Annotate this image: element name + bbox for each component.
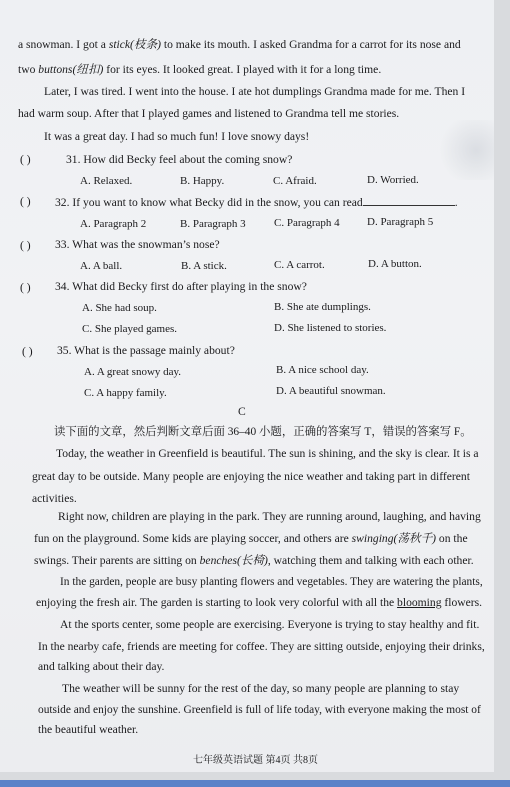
page-footer: 七年级英语试题 第4页 共8页: [193, 755, 318, 766]
q33-option-d: D. A button.: [368, 258, 422, 270]
c-line-1: Today, the weather in Greenfield is beautiful. The sun is shining, and the sky is clear. It is a: [56, 447, 479, 460]
c-line-9: At the sports center, some people are exercising. Everyone is trying to stay healthy and fit.: [60, 618, 480, 631]
answer-blank-34[interactable]: ( ): [20, 281, 31, 294]
q31-option-a: A. Relaxed.: [80, 175, 133, 187]
answer-blank-32[interactable]: ( ): [20, 195, 31, 208]
c-line-7: In the garden, people are busy planting flowers and vegetables. They are watering the plants,: [60, 576, 483, 588]
q31-option-b: B. Happy.: [180, 175, 225, 187]
answer-blank-35[interactable]: ( ): [22, 345, 33, 358]
c-line-10: In the nearby cafe, friends are meeting for coffee. They are sitting outside, enjoying their drinks,: [38, 640, 485, 653]
passage-line-5: It was a great day. I had so much fun! I love snowy days!: [44, 130, 310, 143]
fill-blank-line: [363, 195, 455, 206]
c-line-13: outside and enjoy the sunshine. Greenfield is full of life today, with everyone making the most of: [38, 704, 481, 716]
question-34: 34. What did Becky first do after playing in the snow?: [55, 280, 307, 293]
q33-option-a: A. A ball.: [80, 260, 123, 272]
paper-shadow: [434, 120, 494, 180]
c-line-2: great day to be outside. Many people are enjoying the nice weather and taking part in different: [32, 470, 470, 483]
gloss-benches: benches(长椅): [199, 554, 268, 567]
gloss-buttons: buttons(纽扣): [38, 63, 104, 76]
c-line-5: fun on the playground. Some kids are playing soccer, and others are swinging(荡秋千) on the: [34, 532, 468, 545]
question-35: 35. What is the passage mainly about?: [57, 344, 235, 357]
c-line-3: activities.: [32, 492, 77, 505]
question-32: 32. If you want to know what Becky did in the snow, you can read .: [55, 196, 458, 209]
q32-option-d: D. Paragraph 5: [367, 216, 434, 228]
passage-line-1: a snowman. I got a stick(枝条) to make its mouth. I asked Grandma for a carrot for its nose and: [18, 38, 461, 51]
c-line-4: Right now, children are playing in the park. They are running around, laughing, and having: [58, 510, 481, 523]
c-line-14: the beautiful weather.: [38, 723, 139, 736]
gloss-stick: stick(枝条): [108, 38, 161, 51]
q34-option-d: D. She listened to stories.: [274, 322, 387, 334]
q32-option-c: C. Paragraph 4: [274, 217, 340, 229]
section-c-label: C: [238, 405, 246, 418]
passage-line-2: two buttons(纽扣) for its eyes. It looked great. I played with it for a long time.: [18, 63, 382, 76]
q31-option-c: C. Afraid.: [273, 175, 317, 187]
q35-option-b: B. A nice school day.: [276, 364, 369, 376]
answer-blank-31[interactable]: ( ): [20, 153, 31, 166]
q34-option-b: B. She ate dumplings.: [274, 301, 371, 313]
passage-line-4: had warm soup. After that I played games and listened to Grandma tell me stories.: [18, 107, 400, 120]
answer-blank-33[interactable]: ( ): [20, 239, 31, 252]
q33-option-b: B. A stick.: [181, 260, 227, 272]
q32-option-b: B. Paragraph 3: [180, 218, 246, 230]
gloss-swinging: swinging(荡秋千): [351, 532, 437, 545]
c-line-12: The weather will be sunny for the rest of the day, so many people are planning to stay: [62, 682, 460, 695]
q34-option-a: A. She had soup.: [82, 302, 157, 314]
q32-option-a: A. Paragraph 2: [80, 218, 147, 230]
question-33: 33. What was the snowman’s nose?: [55, 238, 220, 251]
q34-option-c: C. She played games.: [82, 323, 178, 335]
q35-option-c: C. A happy family.: [84, 387, 167, 399]
question-31: 31. How did Becky feel about the coming snow?: [66, 153, 293, 166]
q33-option-c: C. A carrot.: [274, 259, 325, 271]
c-line-8: enjoying the fresh air. The garden is starting to look very colorful with all the blooming flowers.: [36, 596, 483, 609]
q31-option-d: D. Worried.: [367, 174, 419, 186]
c-line-6: swings. Their parents are sitting on benches(长椅), watching them and talking with each other.: [34, 554, 474, 567]
passage-line-3: Later, I was tired. I went into the house. I ate hot dumplings Grandma made for me. Then I: [44, 85, 466, 98]
section-c-instruction: 读下面的文章，然后判断文章后面 36–40 小题，正确的答案写 T，错误的答案写 F。: [54, 426, 472, 438]
q35-option-a: A. A great snowy day.: [84, 366, 182, 378]
underlined-word-blooming: blooming: [397, 596, 442, 609]
viewer-bottom-bar: [0, 780, 510, 787]
c-line-11: and talking about their day.: [38, 660, 165, 673]
q35-option-d: D. A beautiful snowman.: [276, 385, 386, 397]
